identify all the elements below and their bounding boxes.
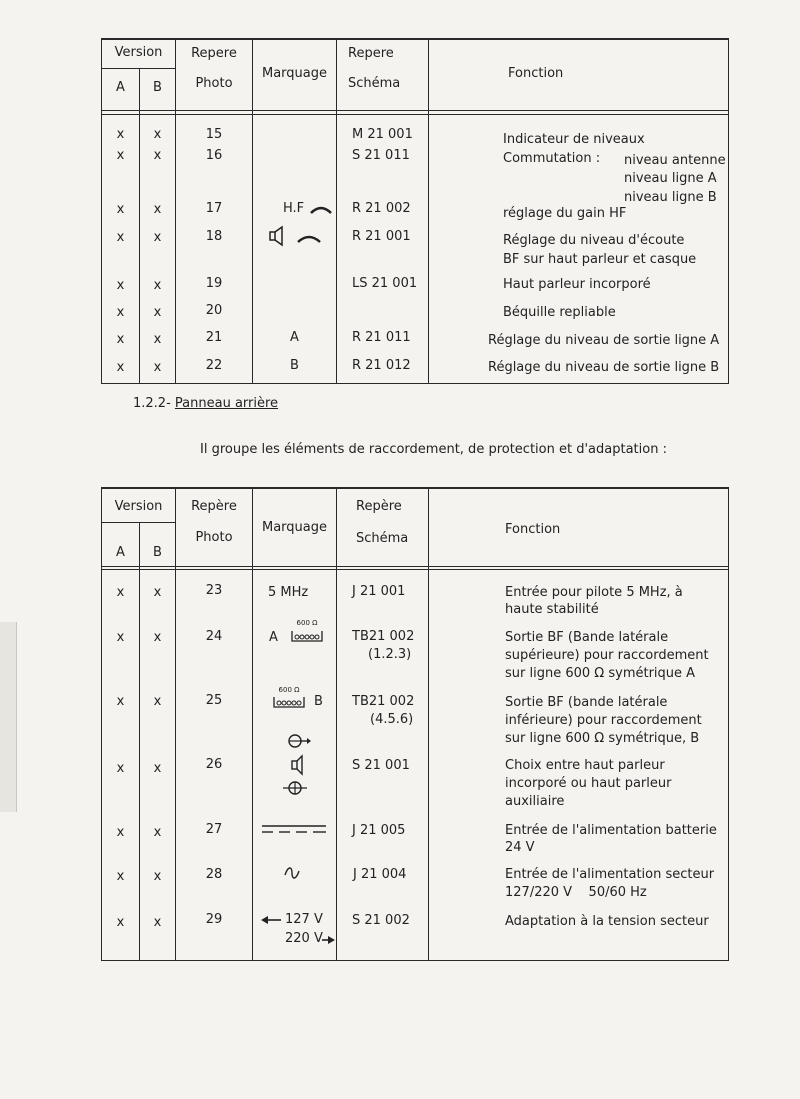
cell-a: x [116, 332, 125, 347]
cell-b: x [153, 869, 162, 884]
cell-photo: 22 [205, 358, 223, 373]
cell-schema: J 21 005 [352, 823, 406, 838]
arrow-right-icon [322, 935, 336, 945]
cell-a: x [116, 202, 125, 217]
cell-fonction: Entrée de l'alimentation batterie [505, 823, 717, 838]
header-repere-photo-2: Photo [195, 76, 233, 91]
cell-schema: R 21 002 [352, 201, 411, 216]
cell-marquage: 127 V [285, 912, 323, 927]
cell-photo: 21 [205, 330, 223, 345]
cell-a: x [116, 278, 125, 293]
cell-fonction: Sortie BF (Bande latérale [505, 630, 669, 645]
table-border [728, 487, 729, 961]
cell-b: x [153, 148, 162, 163]
cell-fonction: Réglage du niveau de sortie ligne B [488, 360, 720, 375]
cell-photo: 15 [205, 127, 223, 142]
cell-fonction: Entrée de l'alimentation secteur [505, 867, 715, 882]
cell-schema: J 21 004 [353, 867, 407, 882]
cell-b: x [153, 694, 162, 709]
cell-marquage: B [314, 694, 323, 709]
cell-b: x [153, 761, 162, 776]
cell-marquage: B [290, 358, 299, 373]
cell-schema: J 21 001 [352, 584, 406, 599]
cell-fonction: Réglage du niveau de sortie ligne A [488, 333, 720, 348]
cell-marquage: A [290, 330, 299, 345]
table-border [101, 960, 729, 961]
table-border [101, 566, 729, 567]
cell-fonction-line: niveau ligne A [624, 171, 717, 186]
cell-a: x [116, 761, 125, 776]
terminal-block-shape [272, 694, 306, 710]
cell-schema: R 21 012 [352, 358, 411, 373]
dc-symbol-icon [260, 823, 328, 835]
header-repere-schema-2: Schéma [348, 76, 401, 91]
cell-b: x [153, 305, 162, 320]
cell-photo: 26 [205, 757, 223, 772]
cell-schema-sub: (1.2.3) [368, 647, 412, 662]
cell-a: x [116, 694, 125, 709]
cell-photo: 25 [205, 693, 223, 708]
header-repere-photo-2: Photo [195, 530, 233, 545]
cell-fonction: Béquille repliable [503, 305, 616, 320]
header-version: Version [114, 45, 163, 60]
cell-fonction: Entrée pour pilote 5 MHz, à [505, 585, 683, 600]
cell-schema: M 21 001 [352, 127, 413, 142]
cell-a: x [116, 915, 125, 930]
cell-fonction: réglage du gain HF [503, 206, 627, 221]
section-title: Panneau arrière [174, 396, 279, 411]
cell-a: x [116, 360, 125, 375]
cell-b: x [153, 278, 162, 293]
table-border [101, 522, 175, 523]
cell-schema: R 21 001 [352, 229, 411, 244]
header-repere-schema-2: Schéma [356, 531, 409, 546]
cell-fonction-line: 127/220 V 50/60 Hz [505, 885, 647, 900]
cell-marquage: H.F [283, 201, 305, 216]
cell-fonction: Indicateur de niveaux [503, 132, 645, 147]
cell-b: x [153, 230, 162, 245]
table-border [428, 38, 429, 384]
header-fonction: Fonction [505, 522, 561, 537]
cell-schema: LS 21 001 [352, 276, 418, 291]
table-border [101, 114, 729, 115]
cell-b: x [153, 825, 162, 840]
cell-a: x [116, 825, 125, 840]
cell-photo: 16 [205, 148, 223, 163]
cell-fonction-line: niveau antenne [624, 153, 726, 168]
table-border [101, 68, 175, 69]
cell-b: x [153, 915, 162, 930]
cell-fonction-line: niveau ligne B [624, 190, 717, 205]
table-border [336, 487, 337, 961]
cell-fonction: Sortie BF (bande latérale [505, 695, 668, 710]
cell-fonction-line: incorporé ou haut parleur [505, 776, 672, 791]
cell-b: x [153, 127, 162, 142]
cell-photo: 20 [205, 303, 223, 318]
cell-fonction-line: auxiliaire [505, 794, 565, 809]
header-marquage: Marquage [261, 520, 327, 535]
header-repere-schema: Repere [348, 46, 394, 61]
header-b: B [153, 545, 162, 560]
cell-photo: 23 [205, 583, 223, 598]
cell-marquage-2: 220 V [285, 931, 323, 946]
section-intro: Il groupe les éléments de raccordement, de protection et d'adaptation : [200, 442, 667, 457]
cell-marquage: 5 MHz [268, 585, 309, 600]
speaker-switch-icon [280, 730, 316, 800]
cell-b: x [153, 585, 162, 600]
cell-photo: 27 [205, 822, 223, 837]
ohm-label: 600 Ω [278, 686, 300, 694]
cell-schema: R 21 011 [352, 330, 411, 345]
knob-arc-icon [309, 203, 333, 215]
ohm-label: 600 Ω [296, 619, 318, 627]
cell-marquage: A [269, 630, 278, 645]
cell-a: x [116, 127, 125, 142]
cell-a: x [116, 630, 125, 645]
cell-photo: 29 [205, 912, 223, 927]
cell-fonction-line: haute stabilité [505, 602, 599, 617]
cell-a: x [116, 305, 125, 320]
speaker-volume-icon [267, 225, 287, 247]
table-border [101, 38, 729, 40]
cell-photo: 19 [205, 276, 223, 291]
table-border [428, 487, 429, 961]
table-border [252, 487, 253, 961]
header-repere-photo: Repere [191, 46, 237, 61]
cell-b: x [153, 332, 162, 347]
page-edge-tab [0, 622, 17, 812]
cell-a: x [116, 585, 125, 600]
cell-schema: S 21 011 [352, 148, 410, 163]
knob-arc-icon [296, 232, 322, 244]
table-border [728, 38, 729, 384]
cell-fonction-line: BF sur haut parleur et casque [503, 252, 697, 267]
cell-b: x [153, 202, 162, 217]
cell-photo: 18 [205, 229, 223, 244]
cell-fonction-line: sur ligne 600 Ω symétrique, B [505, 731, 700, 746]
cell-schema-sub: (4.5.6) [370, 712, 414, 727]
ac-symbol-icon [283, 866, 301, 880]
table-border [101, 383, 729, 384]
cell-fonction-line: sur ligne 600 Ω symétrique A [505, 666, 696, 681]
table-border [101, 110, 729, 111]
header-a: A [116, 545, 125, 560]
header-marquage: Marquage [261, 66, 327, 81]
cell-fonction: Choix entre haut parleur [505, 758, 665, 773]
cell-schema: S 21 001 [352, 758, 410, 773]
cell-photo: 28 [205, 867, 223, 882]
cell-fonction: Réglage du niveau d'écoute [503, 233, 685, 248]
cell-photo: 24 [205, 629, 223, 644]
table-border [101, 487, 729, 489]
cell-a: x [116, 230, 125, 245]
cell-schema: TB21 002 [352, 694, 415, 709]
table-border [336, 38, 337, 384]
header-version: Version [114, 499, 163, 514]
header-a: A [116, 80, 125, 95]
header-b: B [153, 80, 162, 95]
header-repere-photo: Repère [191, 499, 237, 514]
cell-b: x [153, 630, 162, 645]
cell-b: x [153, 360, 162, 375]
cell-fonction-line: supérieure) pour raccordement [505, 648, 709, 663]
terminal-block-shape [290, 628, 324, 644]
cell-fonction-line: inférieure) pour raccordement [505, 713, 702, 728]
cell-fonction: Haut parleur incorporé [503, 277, 651, 292]
table-border [101, 569, 729, 570]
cell-fonction: Adaptation à la tension secteur [505, 914, 709, 929]
section-number: 1.2.2- [133, 396, 171, 411]
cell-a: x [116, 869, 125, 884]
cell-schema: S 21 002 [352, 913, 410, 928]
cell-a: x [116, 148, 125, 163]
section-heading [133, 396, 278, 411]
arrow-left-icon [260, 915, 282, 925]
header-repere-schema: Repère [356, 499, 402, 514]
cell-schema: TB21 002 [352, 629, 415, 644]
table-border [175, 487, 176, 961]
cell-fonction-line: 24 V [505, 840, 535, 855]
cell-photo: 17 [205, 201, 223, 216]
cell-fonction: Commutation : [503, 151, 601, 166]
header-fonction: Fonction [508, 66, 564, 81]
